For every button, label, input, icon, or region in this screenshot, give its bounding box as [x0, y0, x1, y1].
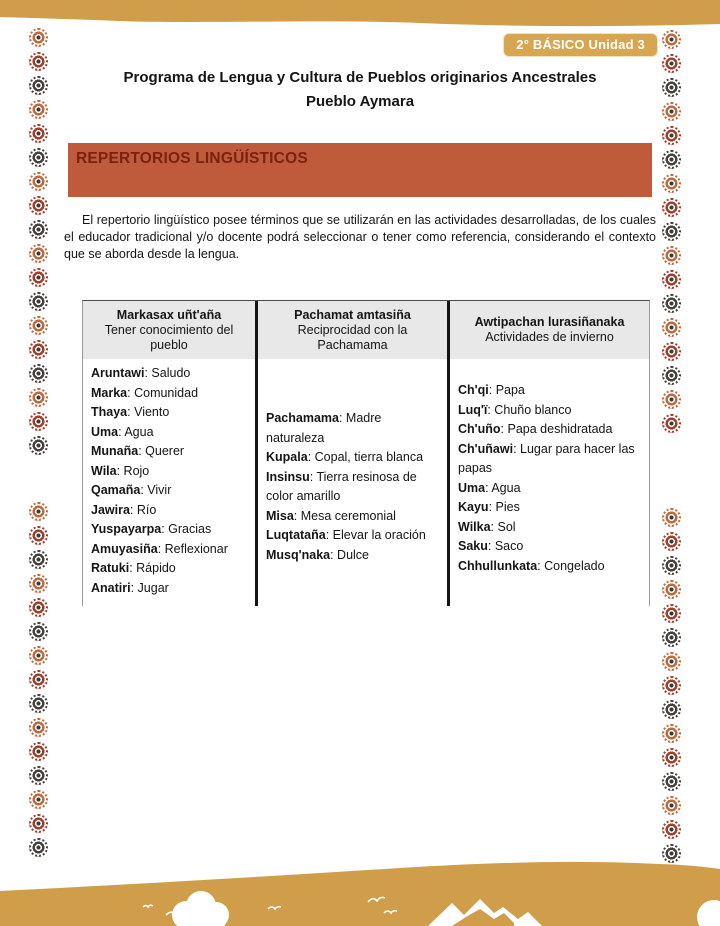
rosette-icon [29, 646, 48, 665]
table-column-markasax [83, 301, 255, 606]
left-border-ornament [28, 502, 48, 862]
rosette-icon [662, 508, 681, 527]
vocab-entry: Wila: Rojo [91, 463, 150, 478]
rosette-icon [662, 54, 681, 73]
rosette-icon [662, 174, 681, 193]
table-column-awtipachan [447, 301, 649, 606]
top-wave-band [0, 0, 720, 30]
column-header-title: Awtipachan lurasiñanaka [474, 315, 625, 329]
section-title-bar [68, 143, 652, 197]
rosette-icon [662, 270, 681, 289]
rosette-icon [662, 532, 681, 551]
column-header-subtitle: Tener conocimiento del pueblo [104, 322, 234, 352]
rosette-icon [662, 580, 681, 599]
rosette-icon [29, 412, 48, 431]
rosette-icon [29, 388, 48, 407]
rosette-icon [29, 220, 48, 239]
rosette-icon [29, 196, 48, 215]
vocab-entry: Wilka: Sol [458, 519, 516, 534]
column-body [83, 359, 255, 606]
column-header-title: Pachamat amtasiña [294, 307, 411, 322]
vocab-entry: Misa: Mesa ceremonial [266, 508, 396, 523]
rosette-icon [29, 598, 48, 617]
rosette-icon [29, 742, 48, 761]
vocabulary-table [82, 300, 650, 606]
rosette-icon [662, 652, 681, 671]
vocab-entry: Yuspayarpa: Gracias [91, 522, 212, 536]
rosette-icon [29, 28, 48, 47]
footer-wave-band [0, 855, 720, 926]
rosette-icon [29, 550, 48, 569]
document-title [80, 66, 640, 114]
rosette-icon [662, 366, 681, 385]
rosette-icon [662, 796, 681, 815]
vocab-entry: Amuyasiña: Reflexionar [91, 541, 228, 556]
column-header [83, 301, 255, 359]
rosette-icon [29, 622, 48, 641]
rosette-icon [662, 820, 681, 839]
vocab-entry: Thaya: Viento [91, 405, 170, 419]
rosette-icon [662, 748, 681, 767]
rosette-icon [29, 526, 48, 545]
intro-paragraph: El repertorio lingüístico posee términos que se utilizarán en las actividades desarrolladas, de los cuales el educador tradicional y/o docente podrá seleccionar o tener como referencia, considerando el contexto que se aborda desde la lengua. [64, 213, 656, 261]
rosette-icon [29, 364, 48, 383]
vocab-entry: Uma: Agua [458, 480, 521, 495]
rosette-icon [662, 78, 681, 97]
rosette-icon [662, 414, 681, 433]
rosette-icon [662, 724, 681, 743]
rosette-icon [29, 148, 48, 167]
rosette-icon [29, 718, 48, 737]
column-body [258, 359, 447, 573]
vocab-entry: Kupala: Copal, tierra blanca [266, 450, 424, 464]
rosette-icon [29, 244, 48, 263]
vocab-entry: Ch'uñawi: Lugar para hacer las papas [458, 441, 635, 475]
table-column-pachamat [255, 301, 447, 606]
rosette-icon [29, 790, 48, 809]
rosette-icon [662, 246, 681, 265]
rosette-icon [29, 316, 48, 335]
vocab-entry: Kayu: Pies [458, 500, 520, 514]
rosette-icon [662, 628, 681, 647]
rosette-icon [29, 670, 48, 689]
rosette-icon [29, 172, 48, 191]
unit-badge: 2° BÁSICO Unidad 3 [503, 33, 658, 57]
rosette-icon [662, 556, 681, 575]
rosette-icon [662, 294, 681, 313]
vocab-entry: Musq'naka: Dulce [266, 547, 370, 562]
rosette-icon [662, 318, 681, 337]
vocab-entry: Saku: Saco [458, 539, 524, 553]
column-header [450, 301, 649, 359]
rosette-icon [662, 604, 681, 623]
rosette-icon [29, 52, 48, 71]
rosette-icon [29, 340, 48, 359]
column-header-subtitle: Actividades de invierno [485, 330, 614, 344]
left-border-ornament [28, 28, 48, 460]
vocab-entry: Aruntawi: Saludo [91, 366, 191, 380]
rosette-icon [29, 100, 48, 119]
vocab-entry: Luqtataña: Elevar la oración [266, 528, 426, 542]
rosette-icon [29, 436, 48, 455]
rosette-icon [29, 502, 48, 521]
vocab-entry: Ratuki: Rápido [91, 561, 176, 575]
rosette-icon [662, 102, 681, 121]
vocab-entry: Qamaña: Vivir [91, 483, 172, 497]
rosette-icon [662, 150, 681, 169]
vocab-entry: Anatiri: Jugar [91, 580, 169, 595]
rosette-icon [662, 126, 681, 145]
vocab-entry: Munaña: Querer [91, 444, 185, 458]
vocab-entry: Uma: Agua [91, 424, 154, 439]
vocab-entry: Jawira: Río [91, 502, 157, 517]
rosette-icon [662, 198, 681, 217]
rosette-icon [29, 574, 48, 593]
document-title-line1: Programa de Lengua y Cultura de Pueblos originarios Ancestrales [123, 69, 597, 86]
rosette-icon [29, 694, 48, 713]
rosette-icon [662, 390, 681, 409]
column-body [450, 359, 649, 584]
vocab-entry: Luq'ï: Chuño blanco [458, 402, 572, 417]
rosette-icon [29, 124, 48, 143]
rosette-icon [29, 766, 48, 785]
rosette-icon [29, 268, 48, 287]
right-border-ornament [661, 508, 681, 868]
rosette-icon [29, 814, 48, 833]
column-header [258, 301, 447, 359]
vocab-entry: Insinsu: Tierra resinosa de color amarillo [266, 469, 417, 503]
rosette-icon [662, 676, 681, 695]
vocab-entry: Marka: Comunidad [91, 385, 199, 400]
vocab-entry: Pachamama: Madre naturaleza [266, 411, 382, 445]
rosette-icon [29, 76, 48, 95]
column-header-subtitle: Reciprocidad con la Pachamama [297, 322, 408, 352]
section-title: REPERTORIOS LINGÜÍSTICOS [76, 150, 308, 167]
rosette-icon [662, 700, 681, 719]
vocab-entry: Chhullunkata: Congelado [458, 558, 605, 573]
vocab-entry: Ch'qi: Papa [458, 383, 525, 397]
rosette-icon [662, 30, 681, 49]
rosette-icon [662, 772, 681, 791]
rosette-icon [662, 222, 681, 241]
document-title-line2: Pueblo Aymara [305, 93, 415, 110]
right-border-ornament [661, 30, 681, 438]
rosette-icon [29, 292, 48, 311]
column-header-title: Markasax uñt'aña [116, 307, 222, 322]
rosette-icon [662, 342, 681, 361]
vocab-entry: Ch'uño: Papa deshidratada [458, 422, 613, 436]
